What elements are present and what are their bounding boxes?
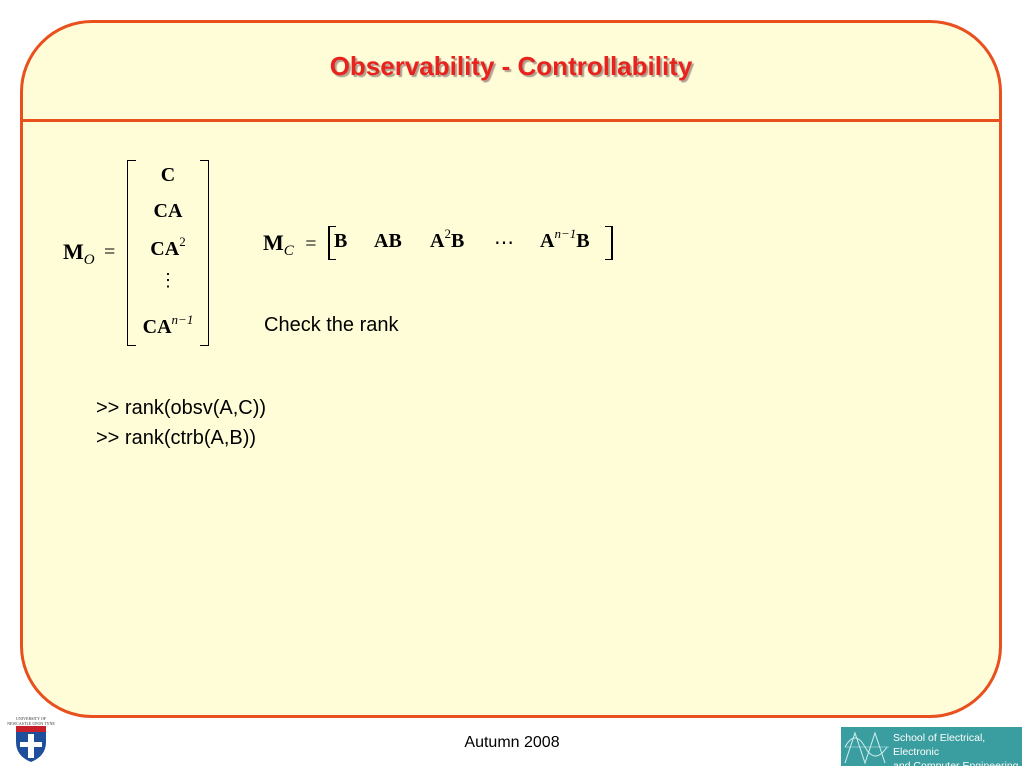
mc-label: $M_C$ = <box>263 230 317 259</box>
slide-panel <box>20 20 1002 718</box>
ctrl-entry-1: B <box>334 230 348 252</box>
slide-title: Observability - Controllability <box>329 51 693 81</box>
mo-equals: = <box>104 241 116 263</box>
university-logo-text: UNIVERSITY OF NEWCASTLE UPON TYNE <box>7 716 55 726</box>
ctrl-right-bracket <box>605 226 613 260</box>
obs-row-3: $CA^2$ <box>150 234 186 260</box>
check-rank-text: Check the rank <box>264 314 399 336</box>
ctrl-matrix <box>328 226 613 258</box>
ctrl-entry-2: AB <box>374 230 402 252</box>
obs-row-4-vdots: ⋮ <box>159 270 177 290</box>
waveform-icon <box>843 727 891 766</box>
ctrl-entry-5: $A^{n-1}B$ <box>540 226 590 252</box>
obs-row-1: C <box>160 164 176 186</box>
obs-row-2: CA <box>153 200 183 222</box>
university-logo <box>6 716 56 766</box>
command-line-2: >> rank(ctrb(A,B)) <box>96 427 257 449</box>
title-divider <box>23 119 999 122</box>
school-logo-text: School of Electrical, Electronic and Computer Engineering <box>893 732 1019 772</box>
school-logo <box>841 727 1022 772</box>
ctrl-entry-4-dots: ⋯ <box>494 232 514 254</box>
ctrl-entry-3: $A^2B$ <box>430 226 465 252</box>
mo-label: $M_O$ <box>63 239 95 268</box>
footer-date: Autumn 2008 <box>464 734 560 751</box>
obs-matrix <box>127 160 209 344</box>
command-line-1: >> rank(obsv(A,C)) <box>96 397 267 419</box>
obs-row-5: $CA^{n-1}$ <box>142 312 194 338</box>
crest-icon <box>6 716 56 766</box>
